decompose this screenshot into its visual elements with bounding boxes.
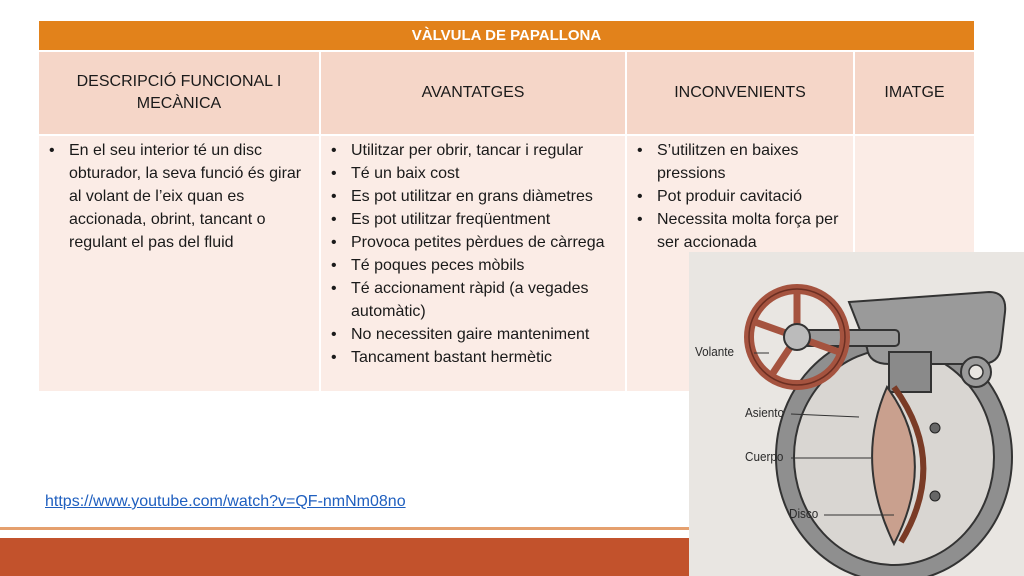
list-item: • Es pot utilitzar en grans diàmetres <box>327 185 619 208</box>
list-item: • Es pot utilitzar freqüentment <box>327 208 619 231</box>
header-advantages: AVANTATGES <box>320 51 626 135</box>
header-description: DESCRIPCIÓ FUNCIONAL I MECÀNICA <box>38 51 320 135</box>
list-item: • Pot produir cavitació <box>633 185 847 208</box>
header-disadvantages: INCONVENIENTS <box>626 51 854 135</box>
advantages-cell <box>320 135 626 392</box>
butterfly-valve-image <box>689 252 1024 576</box>
list-item: • Té accionament ràpid (a vegades automàtic) <box>327 277 619 323</box>
list-item: • S’utilitzen en baixes pressions <box>633 139 847 185</box>
description-cell <box>38 135 320 392</box>
label-volante: Volante <box>695 344 735 359</box>
label-disco: Disco <box>789 506 819 521</box>
valve-drawing <box>689 252 1024 576</box>
youtube-link[interactable]: https://www.youtube.com/watch?v=QF-nmNm08no <box>45 493 406 510</box>
list-item: • En el seu interior té un disc obturador, la seva funció és girar al volant de l’eix quan es accionada, obrint, tancant o regulant el pas del fluid <box>45 139 313 254</box>
list-item: • Té un baix cost <box>327 162 619 185</box>
list-item: • Tancament bastant hermètic <box>327 346 619 369</box>
disadvantages-list <box>633 139 847 254</box>
label-asiento: Asiento <box>745 405 785 420</box>
list-item: • Provoca petites pèrdues de càrrega <box>327 231 619 254</box>
list-item: • Necessita molta força per ser accionada <box>633 208 847 254</box>
list-item: • No necessiten gaire manteniment <box>327 323 619 346</box>
header-image: IMATGE <box>854 51 975 135</box>
list-item: • Utilitzar per obrir, tancar i regular <box>327 139 619 162</box>
advantages-list <box>327 139 619 369</box>
table-title: VÀLVULA DE PAPALLONA <box>38 20 975 51</box>
label-cuerpo: Cuerpo <box>745 449 784 464</box>
description-list <box>45 139 313 254</box>
list-item: • Té poques peces mòbils <box>327 254 619 277</box>
